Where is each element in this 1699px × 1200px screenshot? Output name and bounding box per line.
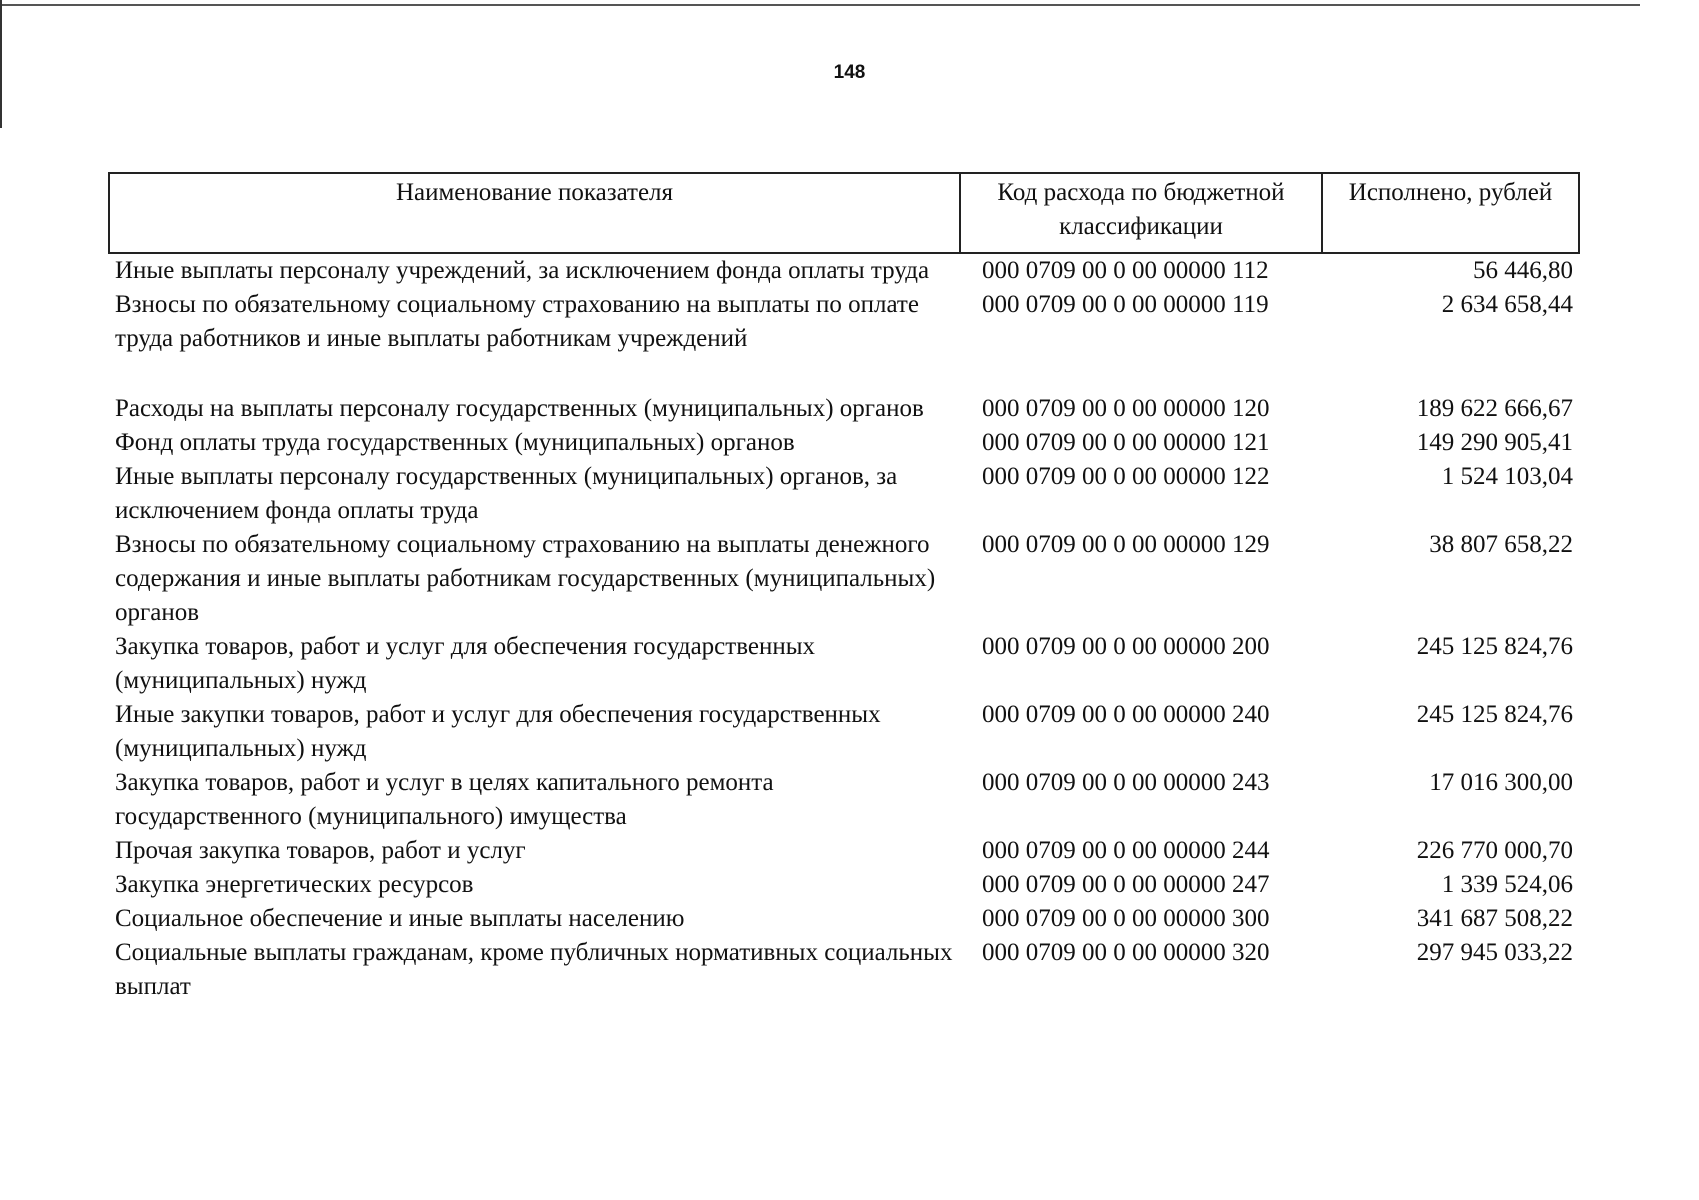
- row-executed-amount: 297 945 033,22: [1416, 939, 1573, 966]
- row-expense-code: 000 0709 00 0 00 00000 247: [982, 871, 1270, 898]
- row-indicator-name: Иные закупки товаров, работ и услуг для обеспечения государственных (муниципальных) нужд: [115, 701, 881, 762]
- row-executed-amount: 245 125 824,76: [1416, 633, 1573, 660]
- row-executed-amount: 2 634 658,44: [1441, 291, 1573, 318]
- row-executed-amount: 17 016 300,00: [1429, 769, 1573, 796]
- table-row: [109, 868, 1579, 902]
- table-row: [109, 834, 1579, 868]
- row-expense-code: 000 0709 00 0 00 00000 121: [982, 429, 1270, 456]
- row-executed-amount: 189 622 666,67: [1416, 395, 1573, 422]
- table-row: [109, 253, 1579, 288]
- table-row: [109, 426, 1579, 460]
- row-expense-code: 000 0709 00 0 00 00000 300: [982, 905, 1270, 932]
- row-executed-amount: 1 524 103,04: [1441, 463, 1573, 490]
- row-executed-amount: 341 687 508,22: [1416, 905, 1573, 932]
- row-expense-code: 000 0709 00 0 00 00000 243: [982, 769, 1270, 796]
- row-indicator-name: Социальное обеспечение и иные выплаты населению: [115, 905, 685, 932]
- row-executed-amount: 38 807 658,22: [1429, 531, 1573, 558]
- row-indicator-name: Закупка товаров, работ и услуг для обеспечения государственных (муниципальных) нужд: [115, 633, 816, 694]
- row-executed-amount: 149 290 905,41: [1416, 429, 1573, 456]
- scan-top-border-line: [0, 4, 1640, 6]
- row-indicator-name: Взносы по обязательному социальному страхованию на выплаты по оплате труда работников и иные выплаты работникам учреждений: [115, 291, 919, 352]
- budget-expenditure-table: [108, 172, 1580, 1004]
- row-indicator-name: Взносы по обязательному социальному страхованию на выплаты денежного содержания и иные выплаты работникам государственных (муниципальных) органов: [115, 531, 936, 626]
- table-row: [109, 936, 1579, 1004]
- row-expense-code: 000 0709 00 0 00 00000 320: [982, 939, 1270, 966]
- table-row: [109, 698, 1579, 766]
- row-expense-code: 000 0709 00 0 00 00000 112: [982, 257, 1269, 284]
- table-row: [109, 630, 1579, 698]
- row-expense-code: 000 0709 00 0 00 00000 129: [982, 531, 1270, 558]
- page-number: 148: [833, 62, 866, 83]
- row-executed-amount: 226 770 000,70: [1416, 837, 1573, 864]
- table-row: [109, 766, 1579, 834]
- row-indicator-name: Прочая закупка товаров, работ и услуг: [115, 837, 526, 864]
- table-row: [109, 460, 1579, 528]
- row-expense-code: 000 0709 00 0 00 00000 119: [982, 291, 1269, 318]
- row-indicator-name: Фонд оплаты труда государственных (муниципальных) органов: [115, 429, 795, 456]
- row-indicator-name: Иные выплаты персоналу учреждений, за исключением фонда оплаты труда: [115, 257, 930, 284]
- row-indicator-name: Социальные выплаты гражданам, кроме публичных нормативных социальных выплат: [115, 939, 953, 1000]
- table-row: [109, 528, 1579, 630]
- row-indicator-name: Закупка энергетических ресурсов: [115, 871, 474, 898]
- row-executed-amount: 56 446,80: [1473, 257, 1573, 284]
- table-row: [109, 902, 1579, 936]
- table-header-row: [109, 173, 1579, 253]
- header-expense-code: Код расхода по бюджетной классификации: [960, 173, 1322, 253]
- row-expense-code: 000 0709 00 0 00 00000 200: [982, 633, 1270, 660]
- row-expense-code: 000 0709 00 0 00 00000 244: [982, 837, 1270, 864]
- row-executed-amount: 245 125 824,76: [1416, 701, 1573, 728]
- table-row: [109, 392, 1579, 426]
- row-expense-code: 000 0709 00 0 00 00000 122: [982, 463, 1270, 490]
- row-executed-amount: 1 339 524,06: [1441, 871, 1573, 898]
- row-expense-code: 000 0709 00 0 00 00000 120: [982, 395, 1270, 422]
- row-indicator-name: Расходы на выплаты персоналу государственных (муниципальных) органов: [115, 395, 924, 422]
- header-executed-amount: Исполнено, рублей: [1322, 173, 1579, 253]
- row-expense-code: 000 0709 00 0 00 00000 240: [982, 701, 1270, 728]
- row-indicator-name: Закупка товаров, работ и услуг в целях капитального ремонта государственного (муниципального) имущества: [115, 769, 774, 830]
- row-indicator-name: Иные выплаты персоналу государственных (муниципальных) органов, за исключением фонда оплаты труда: [115, 463, 898, 524]
- table-row: [109, 288, 1579, 392]
- header-indicator-name: Наименование показателя: [109, 173, 960, 253]
